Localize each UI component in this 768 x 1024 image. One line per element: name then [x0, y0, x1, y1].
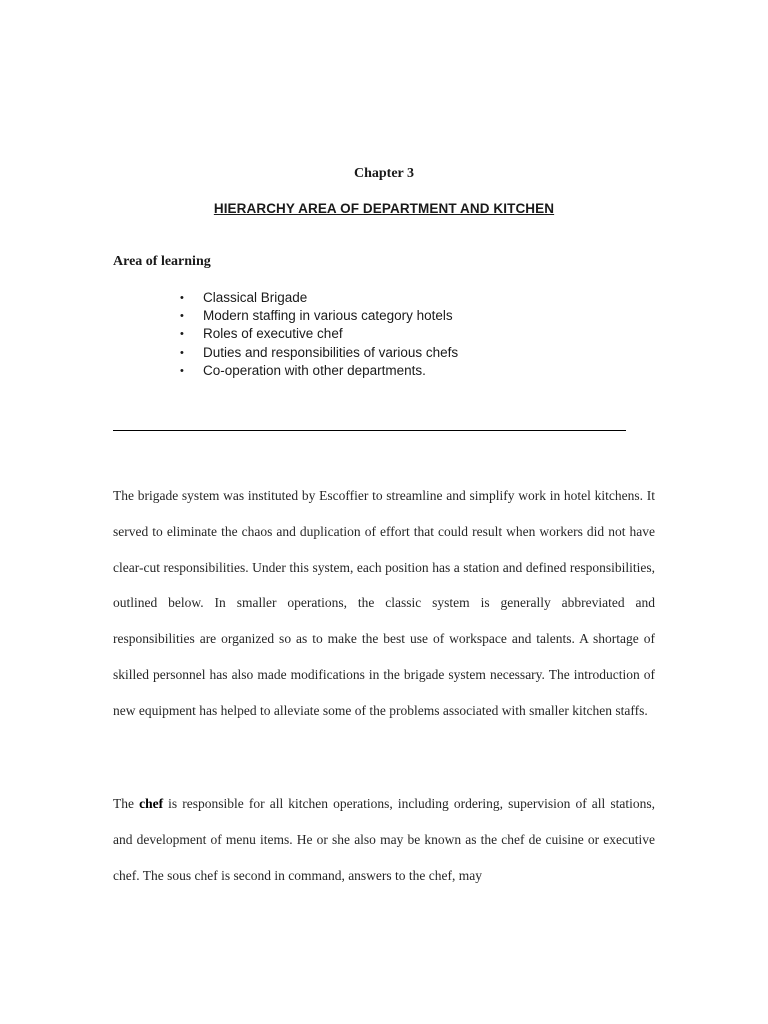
list-item [180, 344, 458, 362]
chef-term: chef [139, 796, 164, 811]
horizontal-divider [113, 430, 626, 431]
bullet-icon: • [180, 364, 184, 377]
page-title: HIERARCHY AREA OF DEPARTMENT AND KITCHEN [213, 201, 555, 216]
bullet-icon: • [180, 310, 184, 323]
paragraph-lead: The [113, 796, 140, 811]
list-item-text: Roles of executive chef [203, 326, 343, 342]
bullet-icon: • [180, 328, 184, 341]
list-item-text: Duties and responsibilities of various chefs [203, 344, 459, 360]
learning-list [180, 289, 458, 380]
list-item [180, 307, 458, 325]
body-paragraph-brigade-system: The brigade system was instituted by Escoffier to streamline and simplify work in hotel kitchens. It served to eliminate the chaos and duplication of effort that could result when workers did not have clear-cut responsibilities. Under this system, each position has a station and defined responsibilities, outlined below. In smaller operations, the classic system is generally abbreviated and responsibilities are organized so as to make the best use of workspace and talents. A shortage of skilled personnel has also made modifications in the brigade system necessary. The introduction of new equipment has helped to alleviate some of the problems associated with smaller kitchen staffs. [113, 488, 655, 718]
paragraph-text: is responsible for all kitchen operations, including ordering, supervision of all stations, and development of menu items. He or she also may be known as the chef de cuisine or executive chef. The sous chef is second in command, answers to the chef, may [113, 796, 655, 883]
body-paragraph-chef-role [113, 786, 655, 893]
area-of-learning-heading: Area of learning [113, 254, 211, 269]
list-item [180, 289, 458, 307]
list-item [180, 362, 458, 380]
list-item [180, 325, 458, 343]
bullet-icon: • [180, 346, 184, 359]
list-item-text: Modern staffing in various category hotels [203, 308, 453, 324]
list-item-text: Co-operation with other departments. [203, 362, 426, 378]
list-item-text: Classical Brigade [203, 290, 308, 305]
bullet-icon: • [180, 292, 184, 304]
chapter-label: Chapter 3 [353, 166, 415, 181]
